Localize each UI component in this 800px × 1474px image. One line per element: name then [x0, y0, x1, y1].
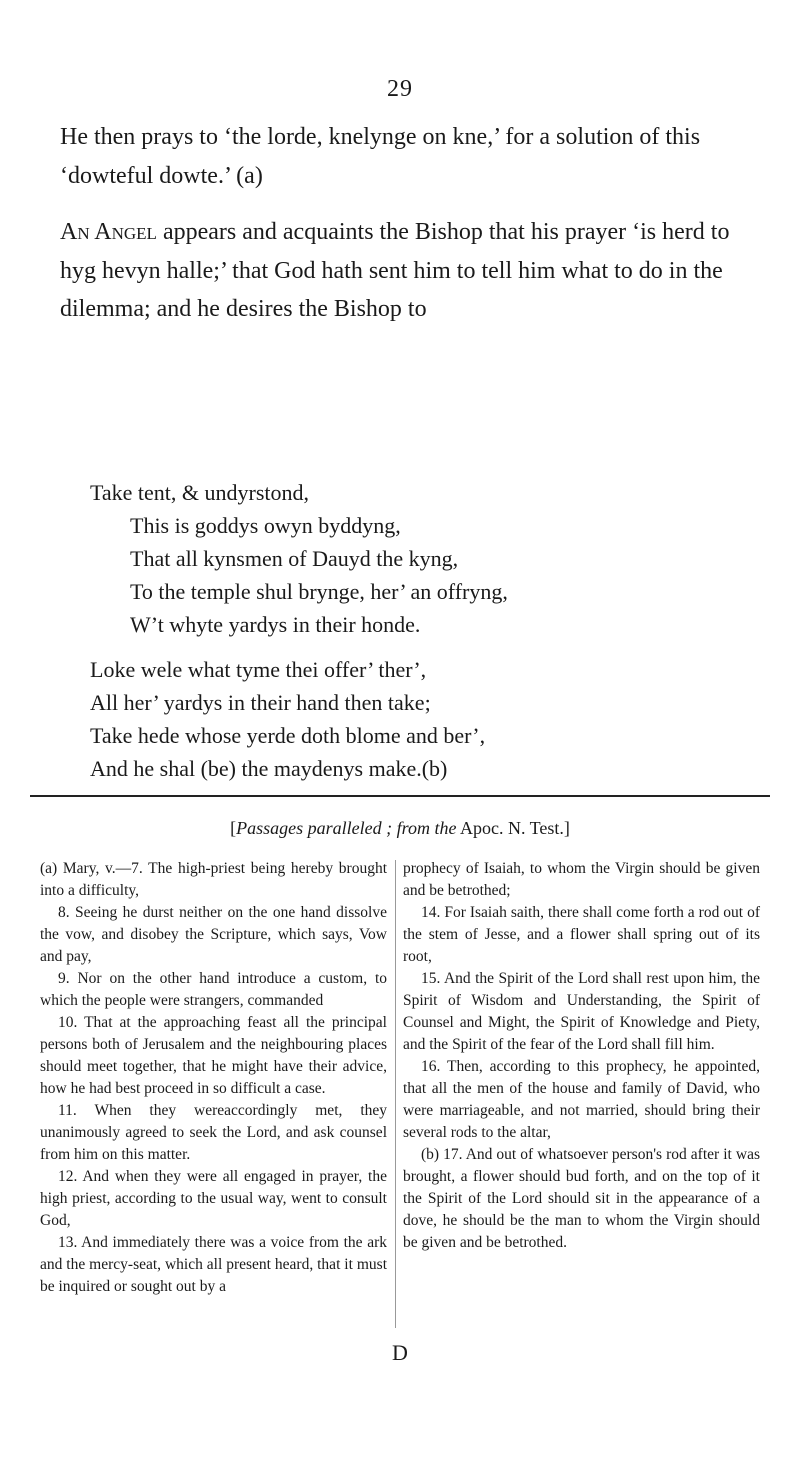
heading-plain: Apoc. N. Test.]	[456, 818, 570, 838]
footnote-column-right	[403, 858, 760, 1254]
intro-text	[60, 118, 760, 347]
page-number: 29	[387, 76, 413, 102]
angel-lead: An Angel	[60, 219, 157, 245]
poem-stanza-2	[90, 653, 750, 785]
section-divider	[30, 795, 770, 797]
poem-line: That all kynsmen of Dauyd the kyng,	[130, 546, 459, 571]
footnote-paragraph: 8. Seeing he durst neither on the one hand dissolve the vow, and disobey the Scripture, which says, Vow and pay,	[40, 904, 387, 965]
intro-paragraph-2-body: appears and acquaints the Bishop that his prayer ‘is herd to hyg hevyn halle;’ that God hath sent him to tell him what to do in the dilemma; and he desires the Bishop to	[60, 219, 730, 322]
heading-italic: Passages paralleled ; from the	[236, 818, 457, 838]
poem-line: W’t whyte yardys in their honde.	[130, 612, 421, 637]
intro-paragraph-1: He then prays to ‘the lorde, knelynge on kne,’ for a solution of this ‘dowteful dowte.’ (a)	[60, 124, 701, 189]
intro-paragraph-2	[60, 213, 760, 329]
poem-line: Loke wele what tyme thei offer’ ther’,	[90, 657, 427, 682]
signature-mark: D	[392, 1340, 408, 1365]
footnote-paragraph: 11. When they wereaccordingly met, they unanimously agreed to seek the Lord, and ask counsel from him on this matter.	[40, 1102, 387, 1163]
poem-line: All her’ yardys in their hand then take;	[90, 690, 431, 715]
footnote-paragraph: prophecy of Isaiah, to whom the Virgin should be given and be betrothed;	[403, 860, 760, 899]
footnote-paragraph: 10. That at the approaching feast all the principal persons both of Jerusalem and the neighbouring places should meet together, that he might have their advice, how he had best proceed in so difficult a case.	[40, 1014, 387, 1097]
poem-line: Take hede whose yerde doth blome and ber’,	[90, 723, 486, 748]
poem-line: This is goddys owyn byddyng,	[130, 513, 401, 538]
footnote-paragraph: 12. And when they were all engaged in prayer, the high priest, according to the usual way, went to consult God,	[40, 1168, 387, 1229]
footnote-column-left	[40, 858, 387, 1298]
footnote-paragraph: 16. Then, according to this prophecy, he appointed, that all the men of the house and family of David, who were marriageable, and not married, should bring their several rods to the altar,	[403, 1058, 760, 1141]
footnote-paragraph: 15. And the Spirit of the Lord shall rest upon him, the Spirit of Wisdom and Understanding, the Spirit of Counsel and Might, the Spirit of Knowledge and Piety, and the Spirit of the fear of the Lord shall fill him.	[403, 970, 760, 1053]
footnote-paragraph: 13. And immediately there was a voice from the ark and the mercy-seat, which all present heard, that it must be inquired or sought out by a	[40, 1234, 387, 1295]
poem-stanza-1	[90, 476, 750, 641]
footnote-paragraph: 14. For Isaiah saith, there shall come forth a rod out of the stem of Jesse, and a flower shall spring out of its root,	[403, 904, 760, 965]
footnote-paragraph: (b) 17. And out of whatsoever person's rod after it was brought, a flower should bud forth, and on the top of it the Spirit of the Lord should sit in the appearance of a dove, he should be the man to whom the Virgin should be given and be betrothed.	[403, 1146, 760, 1251]
passages-heading	[0, 818, 800, 839]
poem-line: And he shal (be) the maydenys make.(b)	[90, 756, 448, 781]
poem-line: To the temple shul brynge, her’ an offryng,	[130, 579, 508, 604]
footnote-paragraph: 9. Nor on the other hand introduce a custom, to which the people were strangers, commanded	[40, 970, 387, 1009]
poem-line: Take tent, & undyrstond,	[90, 480, 310, 505]
footnote-paragraph: (a) Mary, v.—7. The high-priest being hereby brought into a difficulty,	[40, 860, 387, 899]
column-divider	[395, 860, 396, 1328]
heading-bracket: [	[230, 818, 237, 838]
